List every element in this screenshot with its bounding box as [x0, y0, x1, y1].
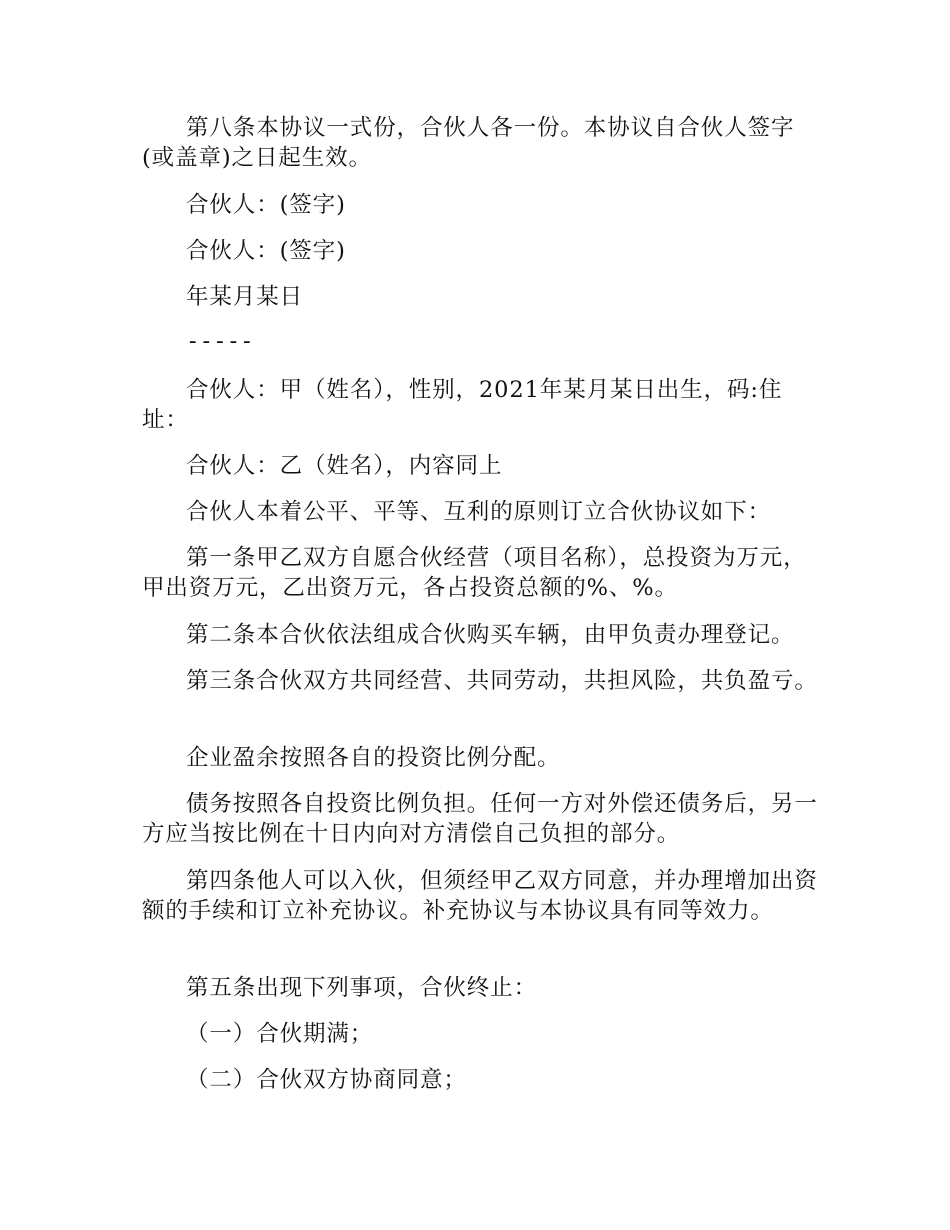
paragraph-preamble: 合伙人本着公平、平等、互利的原则订立合伙协议如下：	[186, 499, 772, 525]
paragraph-article-5: 第五条出现下列事项，合伙终止：	[186, 975, 538, 1001]
paragraph-item-2: （二）合伙双方协商同意；	[186, 1067, 467, 1093]
paragraph-partner-b: 合伙人：乙（姓名），内容同上	[186, 453, 503, 479]
paragraph-separator: -----	[186, 328, 254, 354]
paragraph-item-1: （一）合伙期满；	[186, 1021, 374, 1047]
paragraph-article-4: 第四条他人可以入伙，但须经甲乙双方同意，并办理增加出资额的手续和订立补充协议。补充协议与本协议具有同等效力。	[142, 868, 818, 924]
paragraph-profit-distribution: 企业盈余按照各自的投资比例分配。	[186, 745, 561, 771]
paragraph-article-8: 第八条本协议一式份，合伙人各一份。本协议自合伙人签字(或盖章)之日起生效。	[142, 115, 795, 171]
paragraph-date: 年某月某日	[186, 284, 304, 310]
paragraph-article-2: 第二条本合伙依法组成合伙购买车辆，由甲负责办理登记。	[186, 622, 795, 648]
paragraph-partner-signature-1: 合伙人：(签字)	[186, 192, 346, 218]
paragraph-partner-a: 合伙人：甲（姓名），性别，2021年某月某日出生，码:住址：	[142, 377, 783, 433]
paragraph-partner-signature-2: 合伙人：(签字)	[186, 238, 346, 264]
paragraph-article-1: 第一条甲乙双方自愿合伙经营（项目名称），总投资为万元，甲出资万元，乙出资万元，各占投资总额的%、%。	[142, 545, 807, 601]
paragraph-debt-burden: 债务按照各自投资比例负担。任何一方对外偿还债务后，另一方应当按比例在十日内向对方清偿自己负担的部分。	[142, 791, 818, 847]
paragraph-article-3: 第三条合伙双方共同经营、共同劳动，共担风险，共负盈亏。	[186, 668, 818, 694]
